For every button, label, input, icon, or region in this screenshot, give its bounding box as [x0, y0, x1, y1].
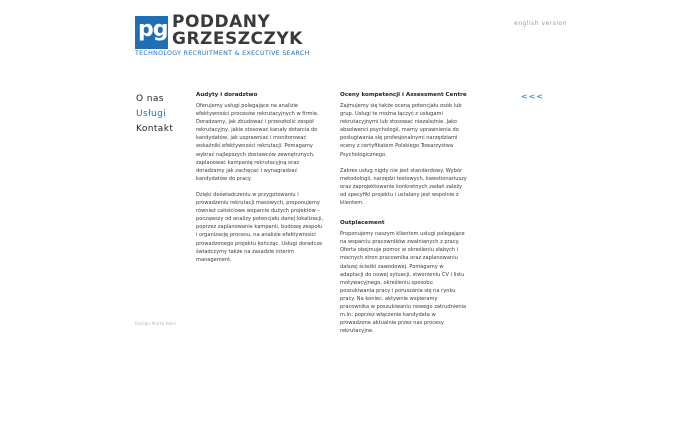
nav-item-uslugi[interactable]: Usługi	[136, 109, 167, 119]
logo-mark-icon	[135, 16, 168, 49]
content-column-oceny	[340, 91, 468, 343]
logo-name-line1: PODDANY	[172, 12, 271, 32]
section-paragraph: Zajmujemy się także oceną potencjału osób lub grup. Usługi te można łączyć z usługami rekrutacyjnymi lub stosować niezależnie. Jako absolwenci psychologii, mamy uprawnienia do posługiwania się profesjonalnymi narzędziami oceny z certyfikatem Polskiego Towarzystwa Psychologicznego.	[340, 103, 462, 158]
logo-tagline: TECHNOLOGY RECRUITMENT & EXECUTIVE SEARCH	[135, 50, 310, 57]
logo-mark-letters: pg	[138, 17, 168, 42]
english-version-link[interactable]: english version	[514, 20, 567, 27]
back-arrows-link[interactable]: <<<	[521, 92, 545, 101]
nav-item-kontakt[interactable]: Kontakt	[136, 124, 174, 134]
section-paragraph: Proponujemy naszym klientom usługi polegające na wsparciu pracowników zwalnianych z pracy. Oferta obejmuje pomoc w określeniu słabych i mocnych stron pracownika oraz zaplanowaniu dalszej ścieżki zawodowej. Pomagamy w adaptacji do nowej sytuacji, stworzeniu CV i listu motywacyjnego, określeniu sposobu poszukiwania pracy i poruszania się na rynku pracy. Na koniec, aktywnie wspieramy pracownika w poszukiwaniu nowego zatrudnienia m.in. poprzez włączenie kandydata w prowadzone aktualnie przez nas procesy rekrutacyjne.	[340, 231, 467, 335]
footer-credit: Design Marta Wars	[135, 322, 177, 327]
section-paragraph: Oferujemy usługi polegające na analizie efektywności procesów rekrutacyjnych w firmie. Doradzamy, jak zbudować i przeszkolić zespół rekrutacyjny, jakie stosować kanały dotarcia do kandydatów, jak usprawniać i monitorować wskaźniki efektywności rekrutacji. Pomagamy wybrać najlepszych dostawców zewnętrznych, zaplanować kampanię rekrutacyjną oraz doradzamy jak zachęcać i wynagradzać kandydatów do pracy.	[196, 103, 319, 182]
logo-name	[172, 14, 303, 48]
section-paragraph: Dzięki doświadczeniu w przygotowaniu i prowadzeniu rekrutacji masowych, proponujemy również całościowe wsparcie dużych projektów – począwszy od analizy potencjału danej lokalizacji, poprzez zaplanowanie kampanii, budowę zespołu i organizację procesu, na analizie efektywności prowadzonego projektu kończąc. Usługi doradcze świadczymy także na zasadzie interim management.	[196, 191, 324, 263]
content-column-audyty	[196, 91, 324, 272]
section-heading-audyty: Audyty i doradztwo	[196, 92, 258, 98]
section-paragraph: Zakres usług nigdy nie jest standardowy. Wybór metodologii, narzędzi testowych, kwestionariuszy oraz zaprojektowanie konkretnych zadań zależy od specyfiki projektu i ustalany jest wspólnie z klientem.	[340, 167, 467, 207]
logo-name-line2: GRZESZCZYK	[172, 29, 303, 49]
main-nav	[136, 92, 173, 137]
nav-item-o-nas[interactable]: O nas	[136, 94, 164, 104]
section-heading-oceny: Oceny kompetencji i Assessment Centre	[340, 92, 467, 98]
section-heading-outplacement: Outplacement	[340, 220, 385, 227]
